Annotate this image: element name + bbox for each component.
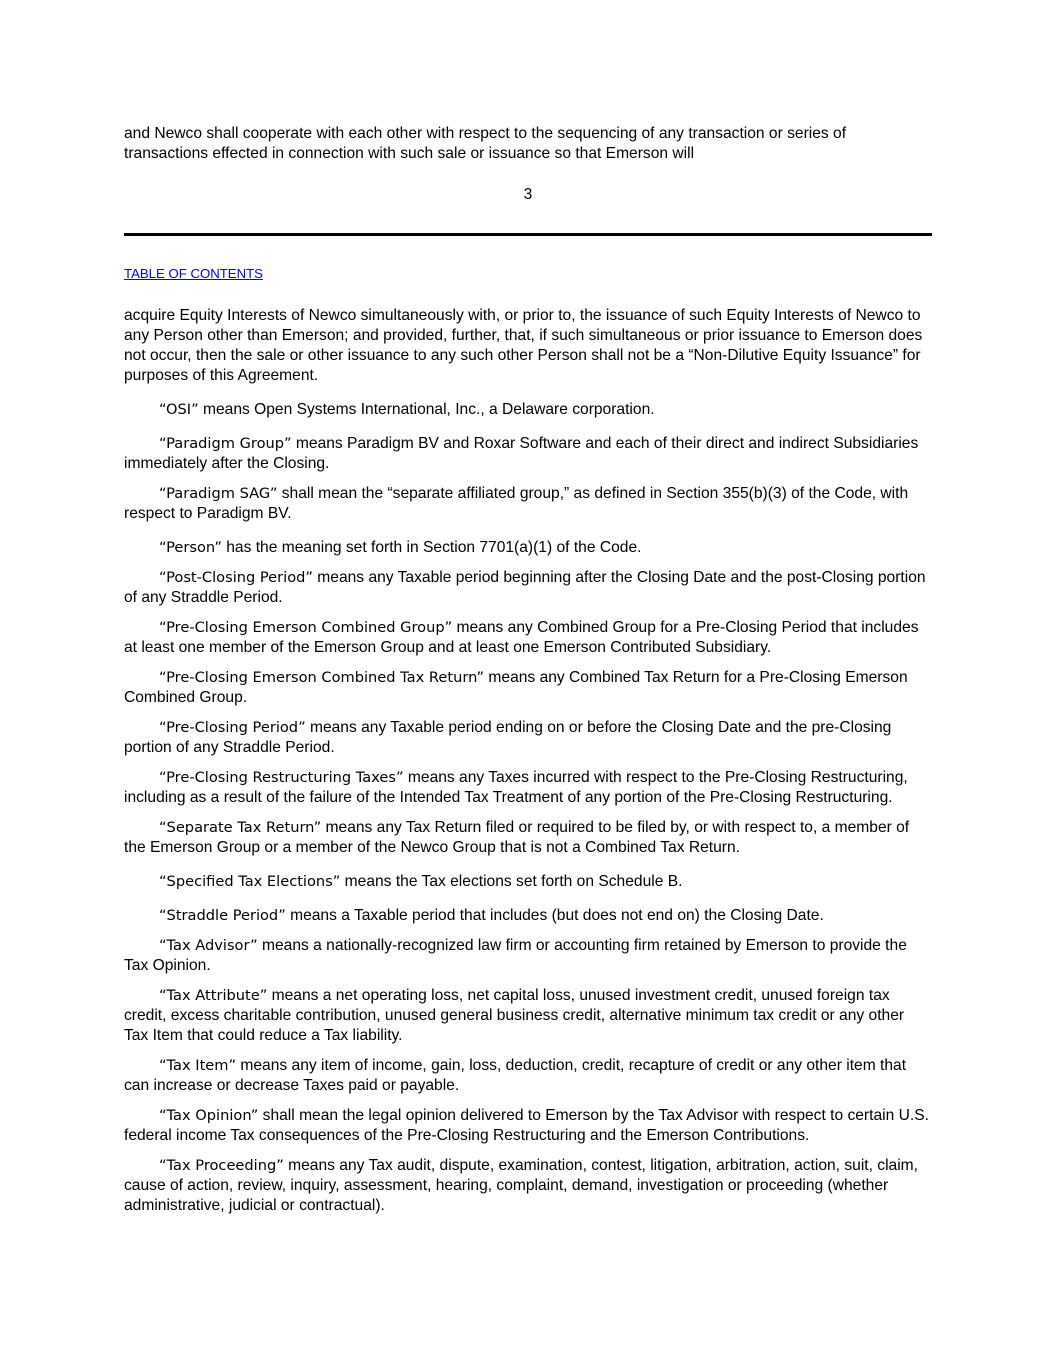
defined-term: “Tax Item” — [159, 1057, 237, 1074]
definition-paradigm-sag — [124, 484, 932, 524]
definition-person — [124, 538, 932, 558]
definition-pre-closing-emerson-combined-group — [124, 618, 932, 658]
defined-term: “OSI” — [159, 401, 199, 418]
definition-text: means a Taxable period that includes (but does not end on) the Closing Date. — [285, 907, 824, 924]
defined-term: “Person” — [159, 539, 222, 556]
definition-paradigm-group — [124, 434, 932, 474]
definition-pre-closing-period — [124, 718, 932, 758]
defined-term: “Specified Tax Elections” — [159, 873, 341, 890]
defined-term: “Tax Advisor” — [159, 937, 258, 954]
definition-tax-attribute — [124, 986, 932, 1046]
definition-tax-advisor — [124, 936, 932, 976]
page-number: 3 — [523, 186, 533, 203]
defined-term: “Pre-Closing Emerson Combined Group” — [159, 619, 453, 636]
defined-term: “Paradigm SAG” — [159, 485, 278, 502]
defined-term: “Tax Opinion” — [159, 1107, 259, 1124]
defined-term: “Separate Tax Return” — [159, 819, 322, 836]
definition-pre-closing-restructuring-taxes — [124, 768, 932, 808]
definitions-section — [124, 306, 932, 1226]
definition-text: means any Tax Return filed or required to be filed by, or with respect to, a member of the Emerson Group or a member of the Newco Group that is not a Combined Tax Return. — [124, 819, 910, 856]
page-divider — [124, 233, 932, 236]
definition-text: means any Combined Tax Return for a Pre-Closing Emerson Combined Group. — [124, 669, 908, 706]
definition-text: means Open Systems International, Inc., a Delaware corporation. — [198, 401, 655, 418]
defined-term: “Pre-Closing Emerson Combined Tax Return” — [159, 669, 485, 686]
definition-text: means Paradigm BV and Roxar Software and each of their direct and indirect Subsidiaries immediately after the Closing. — [124, 435, 919, 472]
definition-text: means any item of income, gain, loss, deduction, credit, recapture of credit or any other item that can increase or decrease Taxes paid or payable. — [124, 1057, 907, 1094]
definition-tax-item — [124, 1056, 932, 1096]
continuation-paragraph: acquire Equity Interests of Newco simultaneously with, or prior to, the issuance of such Equity Interests of Newco to any Person other than Emerson; and provided, further, that, if such simultaneous or prior issuance to Emerson does not occur, then the sale or other issuance to any such other Person shall not be a “Non-Dilutive Equity Issuance” for purposes of this Agreement. — [124, 307, 923, 384]
definition-text: shall mean the “separate affiliated group,” as defined in Section 355(b)(3) of the Code, with respect to Paradigm BV. — [124, 485, 909, 522]
defined-term: “Tax Attribute” — [159, 987, 268, 1004]
definition-text: shall mean the legal opinion delivered to Emerson by the Tax Advisor with respect to certain U.S. federal income Tax consequences of the Pre-Closing Restructuring and the Emerson Contributions. — [124, 1107, 929, 1144]
carryover-paragraph: and Newco shall cooperate with each other with respect to the sequencing of any transaction or series of transactions effected in connection with such sale or issuance so that Emerson will — [124, 125, 847, 162]
defined-term: “Pre-Closing Period” — [159, 719, 306, 736]
definition-tax-opinion — [124, 1106, 932, 1146]
definition-separate-tax-return — [124, 818, 932, 858]
defined-term: “Pre-Closing Restructuring Taxes” — [159, 769, 404, 786]
defined-term: “Tax Proceeding” — [159, 1157, 284, 1174]
defined-term: “Straddle Period” — [159, 907, 286, 924]
definition-post-closing-period — [124, 568, 932, 608]
definition-text: means any Taxable period beginning after the Closing Date and the post-Closing portion of any Straddle Period. — [124, 569, 926, 606]
definition-text: means a net operating loss, net capital loss, unused investment credit, unused foreign tax credit, excess charitable contribution, unused general business credit, alternative minimum tax credit or any other Tax Item that could reduce a Tax liability. — [124, 987, 905, 1044]
definition-text: means the Tax elections set forth on Schedule B. — [340, 873, 683, 890]
defined-term: “Post-Closing Period” — [159, 569, 313, 586]
definition-text: means any Taxes incurred with respect to the Pre-Closing Restructuring, including as a result of the failure of the Intended Tax Treatment of any portion of the Pre-Closing Restructuring. — [124, 769, 908, 806]
defined-term: “Paradigm Group” — [159, 435, 292, 452]
table-of-contents-link[interactable]: TABLE OF CONTENTS — [124, 266, 263, 281]
definition-pre-closing-emerson-combined-tax-return — [124, 668, 932, 708]
definition-text: means any Tax audit, dispute, examination, contest, litigation, arbitration, action, suit, claim, cause of action, review, inquiry, assessment, hearing, complaint, demand, investigation or proceeding (whether administrative, judicial or contractual). — [124, 1157, 919, 1214]
definition-text: means any Taxable period ending on or before the Closing Date and the pre-Closing portion of any Straddle Period. — [124, 719, 892, 756]
definition-osi — [124, 400, 932, 420]
definition-text: has the meaning set forth in Section 7701(a)(1) of the Code. — [221, 539, 642, 556]
definition-text: means a nationally-recognized law firm or accounting firm retained by Emerson to provide the Tax Opinion. — [124, 937, 907, 974]
definition-straddle-period — [124, 906, 932, 926]
definition-tax-proceeding — [124, 1156, 932, 1216]
definition-text: means any Combined Group for a Pre-Closing Period that includes at least one member of the Emerson Group and at least one Emerson Contributed Subsidiary. — [124, 619, 919, 656]
definition-specified-tax-elections — [124, 872, 932, 892]
